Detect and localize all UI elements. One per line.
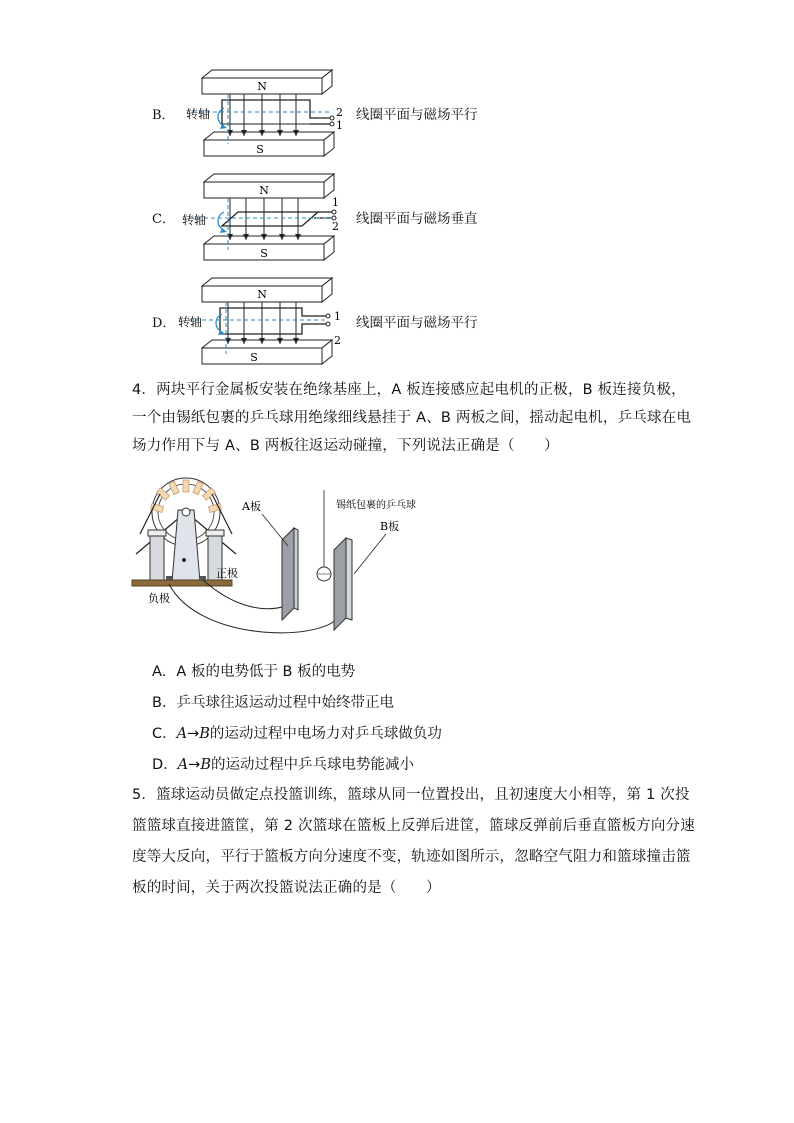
pole-n-label: N [259,184,269,197]
q5-line: 板的时间，关于两次投篮说法正确的是（ ） [132,880,441,896]
pole-s-label: S [260,247,268,260]
pole-s-label: S [250,351,258,364]
q4-choice-b[interactable]: B．乒乓球往返运动过程中始终带正电 [152,695,394,711]
question-4-stem [132,376,691,460]
plate-b-label: B板 [380,520,400,533]
q5-line: 5．篮球运动员做定点投篮训练，篮球从同一位置投出，且初速度大小相等，第 1 次投 [132,787,690,803]
option-letter: C． [152,212,175,227]
negative-terminal-label: 负极 [148,592,170,605]
q4-line: 4．两块平行金属板安装在绝缘基座上，A 板连接感应起电机的正极，B 板连接负极， [132,382,686,398]
terminal-top-label: 1 [332,196,339,209]
q5-line: 度等大反向，平行于篮板方向分速度不变，轨迹如图所示，忽略空气阻力和篮球撞击篮 [132,849,691,865]
question-5-stem [132,780,695,904]
ball-label: 锡纸包裹的乒乓球 [336,500,416,511]
q4-choice-c[interactable]: C．A→B的运动过程中电场力对乒乓球做负功 [152,726,442,742]
terminal-top-label: 1 [334,310,341,323]
q5-line: 篮篮球直接进篮筐，第 2 次篮球在篮板上反弹后进筐，篮球反弹前后垂直篮板方向分速 [132,818,695,834]
coil-diagram-c [168,168,348,264]
axis-label: 转轴 [186,107,211,121]
q4-choice-a[interactable]: A．A 板的电势低于 B 板的电势 [152,664,356,680]
option-description: 线圈平面与磁场垂直 [356,211,478,227]
terminal-bottom-label: 2 [332,220,339,233]
option-letter: B． [152,108,175,123]
pole-s-label: S [256,143,264,156]
option-letter: D． [152,316,176,331]
option-description: 线圈平面与磁场平行 [356,315,478,331]
coil-diagram-d [166,272,346,368]
positive-terminal-label: 正极 [216,567,238,580]
option-description: 线圈平面与磁场平行 [356,107,478,123]
axis-label: 转轴 [178,315,203,329]
axis-label: 转轴 [182,213,207,227]
plate-a-label: A板 [242,500,261,513]
terminal-bottom-label: 1 [336,119,343,132]
terminal-bottom-label: 2 [334,334,341,347]
coil-diagram-b [170,66,350,162]
electrostatic-machine-figure [130,474,450,650]
q4-line: 场力作用下与 A、B 两板往返运动碰撞，下列说法正确是（ ） [132,438,559,454]
pole-n-label: N [257,288,267,301]
q4-line: 一个由锡纸包裹的乒乓球用绝缘细线悬挂于 A、B 两板之间，摇动起电机，乒乓球在电 [132,410,692,426]
pole-n-label: N [257,80,267,93]
q4-choice-d[interactable]: D．A→B的运动过程中乒乓球电势能减小 [152,757,414,773]
terminal-top-label: 2 [336,106,343,119]
